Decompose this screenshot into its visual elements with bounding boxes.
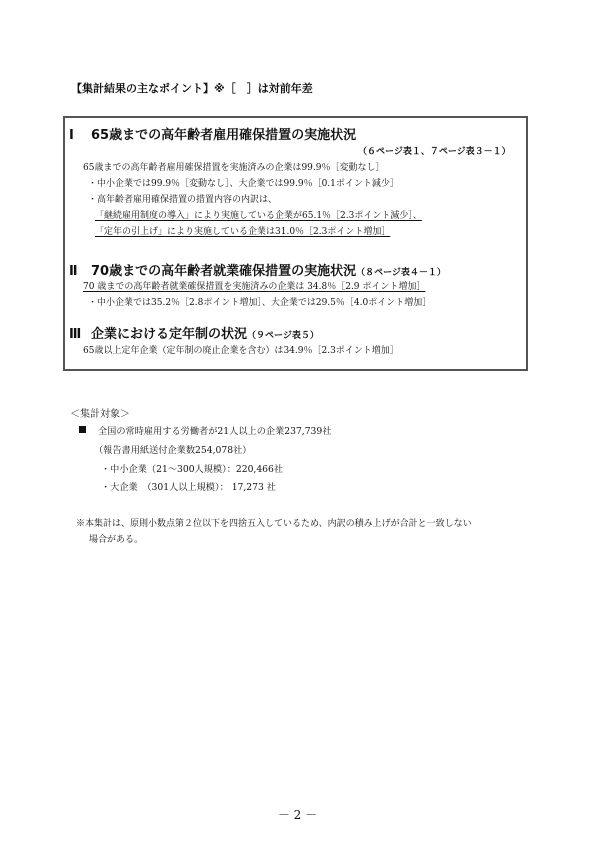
footnote-line-2: 場合がある。: [89, 535, 144, 545]
section-1-line-4: 「継続雇用制度の導入」により実施している企業が65.1％［2.3ポイント減少］、: [95, 211, 422, 221]
section-1-line-1: 65歳までの高年齢者雇用確保措置を実施済みの企業は99.9％［変動なし］: [83, 163, 385, 173]
section-1-number: Ⅰ: [69, 128, 74, 143]
section-2-ref: （８ページ表４－１）: [356, 268, 446, 278]
target-sub: （報告書用紙送付企業数254,078社）: [94, 445, 252, 456]
section-2-title: 70歳までの高年齢者就業確保措置の実施状況: [91, 264, 357, 279]
section-1-title: 65歳までの高年齢者雇用確保措置の実施状況: [91, 128, 357, 143]
section-2-line-1: 70 歳までの高年齢者就業確保措置を実施済みの企業は 34.8％［2.9 ポイント増加］: [83, 282, 426, 292]
target-label: ＜集計対象＞: [70, 409, 130, 420]
section-2-number: Ⅱ: [69, 264, 78, 279]
section-1-line-3: ・高年齢者雇用確保措置の措置内容の内訳は、: [88, 195, 278, 205]
target-main-row: [79, 423, 331, 437]
section-3-number: Ⅲ: [69, 327, 82, 342]
target-sme: ・中小企業（21～300人規模）：220,466社: [101, 464, 284, 475]
footnote-line-1: ※本集計は、原則小数点第２位以下を四捨五入しているため、内訳の積み上げが合計と一致しない: [76, 519, 472, 529]
section-1-ref: （６ページ表１、７ページ表３－１）: [358, 147, 511, 157]
target-large: ・大企業 （301人以上規模）： 17,273 社: [101, 482, 276, 493]
section-1-heading: [69, 124, 356, 143]
target-main: 全国の常時雇用する労働者が21人以上の企業237,739社: [98, 426, 332, 437]
section-2-heading: [69, 260, 446, 279]
section-1-line-2: ・中小企業では99.9％［変動なし］、大企業では99.9％［0.1ポイント減少］: [88, 179, 399, 189]
section-3-title: 企業における定年制の状況: [91, 327, 248, 342]
section-3-ref: （９ページ表５）: [247, 331, 319, 341]
page-number: － 2 －: [277, 808, 318, 822]
section-1-line-5: 「定年の引上げ」により実施している企業は31.0％［2.3ポイント増加］: [95, 227, 391, 237]
section-2-line-2: ・中小企業では35.2％［2.8ポイント増加］、大企業では29.5％［4.0ポイント増加］: [88, 298, 432, 308]
section-3-heading: [69, 323, 319, 342]
bullet-square-icon: [79, 426, 86, 433]
section-3-line-1: 65歳以上定年企業（定年制の廃止企業を含む）は34.9％［2.3ポイント増加］: [83, 346, 399, 356]
summary-header: 【集計結果の主なポイント】※［ ］は対前年差: [71, 82, 313, 95]
